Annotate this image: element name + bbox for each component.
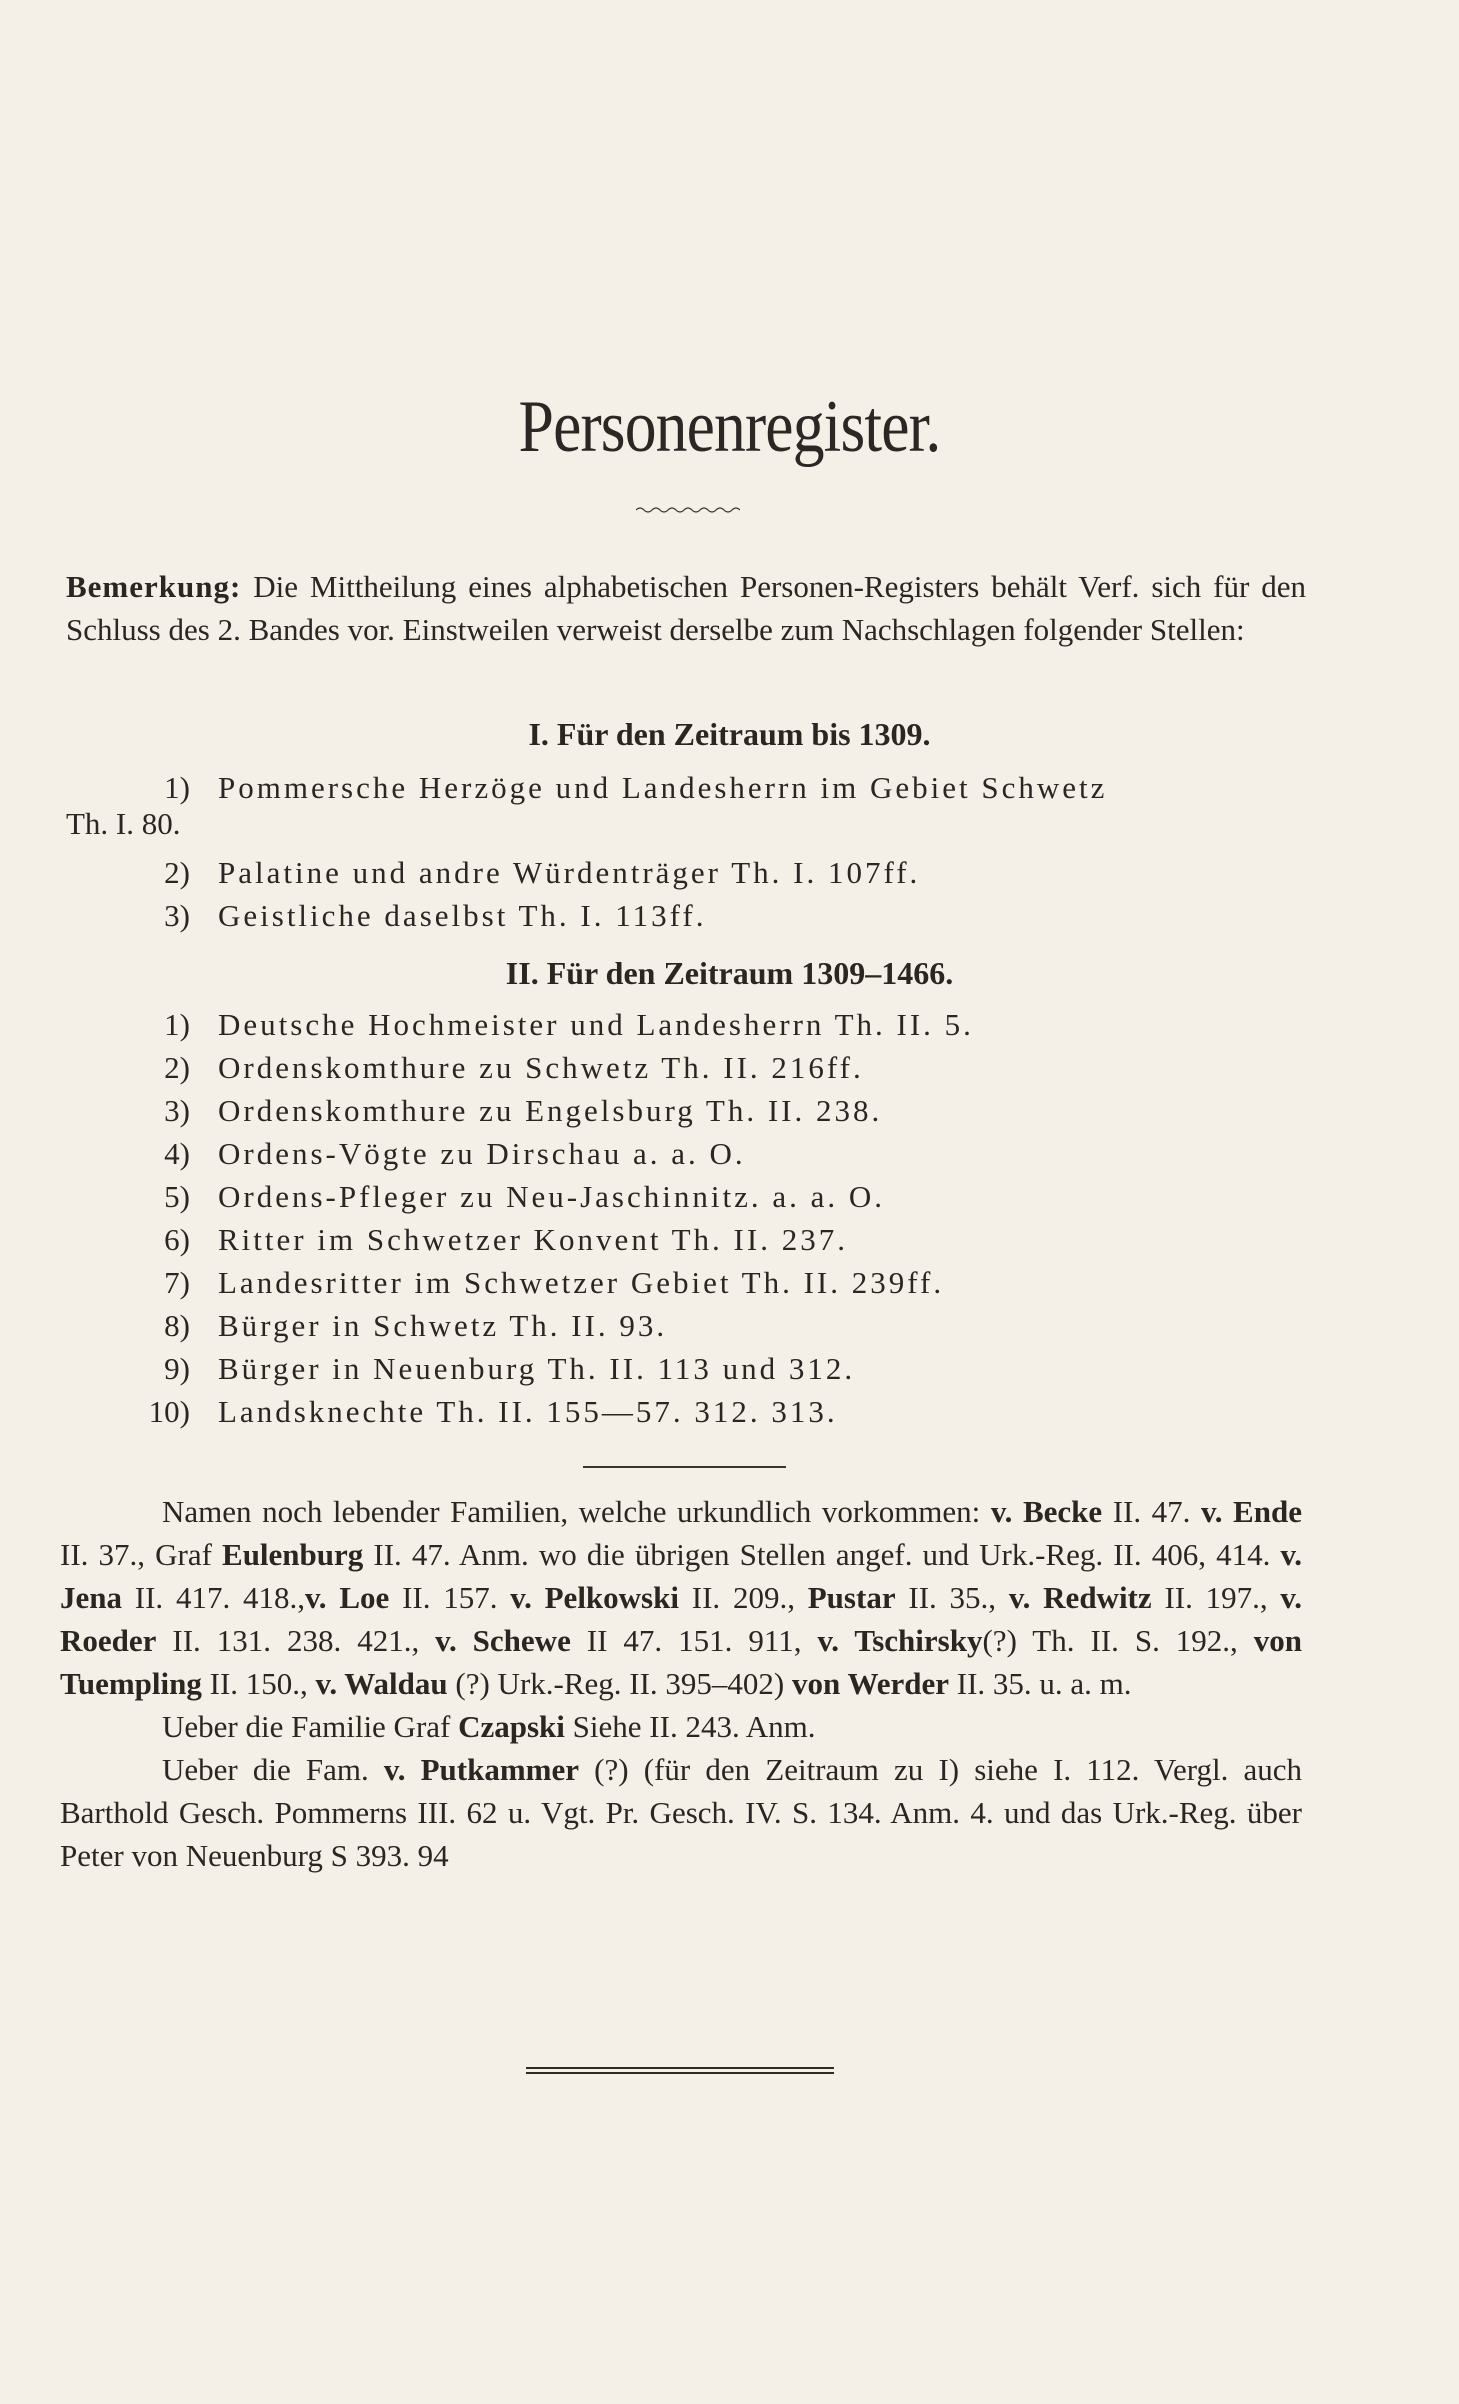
family-name: v. Redwitz (1008, 1580, 1152, 1615)
reference-text: (?) Th. II. S. 192., (982, 1623, 1254, 1658)
page-title: Personenregister. (518, 386, 941, 468)
list-item-text: Ritter im Schwetzer Konvent Th. II. 237. (218, 1222, 848, 1257)
families-section (60, 1490, 1302, 1877)
list-item-text: Geistliche daselbst Th. I. 113ff. (218, 898, 707, 933)
list-item-text: Bürger in Schwetz Th. II. 93. (218, 1308, 668, 1343)
list-item (0, 1179, 885, 1215)
list-item-text: Ordens-Vögte zu Dirschau a. a. O. (218, 1136, 746, 1171)
list-item-text: Ordens-Pfleger zu Neu-Jaschinnitz. a. a. O. (218, 1179, 886, 1214)
section-heading-1: I. Für den Zeitraum bis 1309. (528, 716, 931, 752)
reference-text: II. 35., (895, 1580, 1009, 1615)
reference-text: (?) (für den Zeitraum zu I) siehe I. 112. Vergl. auch Barthold Gesch. Pommerns III. 62 u. Vgt. Pr. Gesch. IV. S. 134. Anm. 4. und das Urk.-Reg. über Peter von Neuenburg S 393. 94 (60, 1752, 1303, 1873)
family-name: v. Tschirsky (817, 1623, 983, 1658)
reference-text: II. 157. (389, 1580, 511, 1615)
end-double-rule (526, 2067, 834, 2074)
reference-text: II. 47. Anm. wo die übrigen Stellen angef. und Urk.-Reg. II. 406, 414. (363, 1537, 1281, 1572)
list-item (0, 1351, 855, 1387)
list-item-text: Landsknechte Th. II. 155—57. 312. 313. (218, 1394, 838, 1429)
section-heading-2: II. Für den Zeitraum 1309–1466. (505, 955, 954, 991)
list-item-continuation: Th. I. 80. (66, 806, 181, 841)
family-name: v. Ende (1200, 1494, 1302, 1529)
family-name: Eulenburg (222, 1537, 364, 1572)
reference-text: II. 131. 238. 421., (156, 1623, 436, 1658)
list-item-number: 9) (164, 1351, 190, 1386)
reference-text: II. 197., (1151, 1580, 1281, 1615)
families-intro: Namen noch lebender Familien, welche urkundlich vorkommen: (162, 1494, 991, 1529)
family-name: v. Schewe (435, 1623, 571, 1658)
list-item (0, 1222, 848, 1258)
reference-text: II. 47. (1102, 1494, 1201, 1529)
list-item-number: 3) (164, 1093, 190, 1128)
family-name: von Tuempling (60, 1623, 1303, 1701)
family-name: v. Jena (60, 1537, 1302, 1615)
list-item-number: 5) (164, 1179, 190, 1214)
list-item-number: 2) (164, 855, 190, 890)
remark-paragraph (66, 565, 1306, 651)
reference-text: II 47. 151. 911, (570, 1623, 818, 1658)
remark-text: Die Mittheilung eines alphabetischen Personen-Registers behält Verf. sich für den Schluss des 2. Bandes vor. Einstweilen verweist derselbe zum Nachschlagen folgender Stellen: (66, 569, 1306, 647)
list-item-number: 7) (164, 1265, 190, 1300)
reference-text: II. 209., (678, 1580, 808, 1615)
list-item (0, 1007, 974, 1043)
list-item-number: 3) (164, 898, 190, 933)
list-item-number: 4) (164, 1136, 190, 1171)
family-name: v. Loe (305, 1580, 390, 1615)
reference-text: II. 37., Graf (60, 1537, 223, 1572)
families-paragraph (60, 1490, 1302, 1705)
list-item-number: 6) (164, 1222, 190, 1257)
putkammer-paragraph (60, 1748, 1302, 1877)
family-name: v. Becke (990, 1494, 1103, 1529)
list-item-text: Bürger in Neuenburg Th. II. 113 und 312. (218, 1351, 856, 1386)
list-item (0, 1265, 944, 1301)
reference-text: Siehe II. 243. Anm. (564, 1709, 816, 1744)
family-name: Pustar (807, 1580, 896, 1615)
list-item (0, 1050, 864, 1086)
family-name: v. Putkammer (383, 1752, 580, 1787)
list-item (0, 1394, 838, 1430)
list-item (0, 770, 1107, 842)
list-item-number: 8) (164, 1308, 190, 1343)
title-ornament (636, 506, 740, 514)
list-item-text: Ordenskomthure zu Engelsburg Th. II. 238. (218, 1093, 883, 1128)
reference-text: II. 417. 418., (122, 1580, 306, 1615)
remark-label: Bemerkung: (66, 569, 242, 604)
list-item (0, 1136, 746, 1172)
separator-rule (583, 1466, 786, 1468)
family-name: v. Roeder (60, 1580, 1302, 1658)
family-name: von Werder (792, 1666, 950, 1701)
list-item-number: 10) (148, 1394, 190, 1429)
reference-text: II. 150., (201, 1666, 316, 1701)
czapski-paragraph (60, 1705, 1302, 1748)
list-item-text: Deutsche Hochmeister und Landesherrn Th. II. 5. (218, 1007, 974, 1042)
family-name: v. Pelkowski (510, 1580, 679, 1615)
reference-text: II. 35. u. a. m. (949, 1666, 1132, 1701)
list-item-text: Landesritter im Schwetzer Gebiet Th. II. 239ff. (218, 1265, 945, 1300)
list-item-number: 2) (164, 1050, 190, 1085)
list-item-text: Palatine und andre Würdenträger Th. I. 107ff. (218, 855, 921, 890)
list-item-text: Pommersche Herzöge und Landesherrn im Gebiet Schwetz (218, 770, 1108, 805)
list-item-text: Ordenskomthure zu Schwetz Th. II. 216ff. (218, 1050, 864, 1085)
reference-text: Ueber die Fam. (162, 1752, 384, 1787)
list-item (0, 1308, 667, 1344)
list-item-number: 1) (164, 1007, 190, 1042)
list-item (0, 898, 706, 934)
list-item (0, 1093, 882, 1129)
list-item (0, 855, 920, 891)
reference-text: (?) Urk.-Reg. II. 395–402) (447, 1666, 793, 1701)
list-item-number: 1) (164, 770, 190, 805)
reference-text: Ueber die Familie Graf (162, 1709, 459, 1744)
family-name: Czapski (458, 1709, 565, 1744)
family-name: v. Waldau (315, 1666, 448, 1701)
